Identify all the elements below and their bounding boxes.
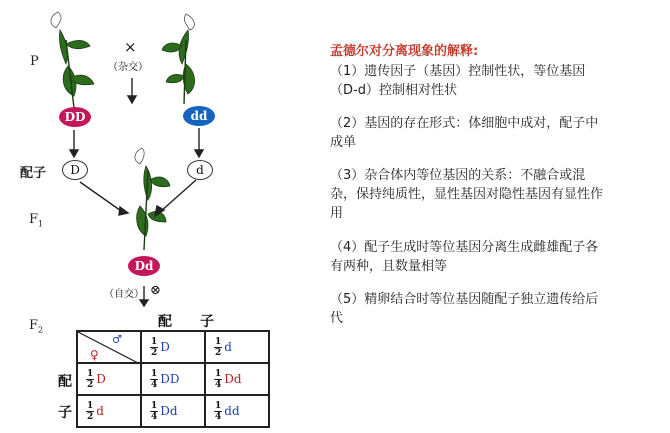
punnett-cell: $\frac{1}{4}$ DD: [141, 363, 205, 395]
punnett-cell: $\frac{1}{4}$ Dd: [141, 395, 205, 427]
punnett-corner: [77, 331, 141, 363]
gamete-recessive: d: [187, 160, 213, 180]
punnett-row-header: $\frac{1}{2}$ d: [77, 395, 141, 427]
explanation-item-4: （4）配子生成时等位基因分离生成雌雄配子各有两种，且数量相等: [330, 240, 599, 274]
punnett-title-right: 子: [200, 314, 214, 330]
punnett-title-left: 配: [158, 314, 172, 330]
punnett-row: [77, 363, 269, 395]
explanation-item-3: （3）杂合体内等位基因的关系：不融合或混杂，保持纯质性，显性基因对隐性基因有显性作用: [330, 168, 604, 221]
cross-label: （杂交）: [108, 62, 148, 73]
gamete-dominant: D: [62, 160, 88, 180]
punnett-cell: $\frac{1}{4}$ Dd: [205, 363, 269, 395]
f1-plant: [135, 148, 170, 250]
punnett-row: [77, 395, 269, 427]
cross-symbol: ×: [124, 38, 137, 56]
punnett-square: [76, 330, 270, 428]
f1-label: $F_1$: [29, 212, 44, 229]
selfing-label: （自交）: [104, 289, 144, 300]
punnett-side-left: 配: [58, 374, 72, 390]
gamete-label: 配子: [20, 166, 47, 181]
parent-genotype-dominant: DD: [59, 107, 91, 127]
punnett-row-header: $\frac{1}{2}$ D: [77, 363, 141, 395]
punnett-col-header: $\frac{1}{2}$ d: [205, 331, 269, 363]
punnett-side-right: 子: [58, 405, 72, 421]
cross-diagram: [0, 0, 330, 320]
explanation-item-2: （2）基因的存在形式：体细胞中成对，配子中成单: [330, 116, 599, 150]
selfing-symbol: ⊗: [150, 283, 161, 298]
punnett-cell: $\frac{1}{4}$ dd: [205, 395, 269, 427]
punnett-header-row: [77, 331, 269, 363]
f2-label: $F_2$: [29, 318, 44, 335]
parent-plant-right: [162, 14, 195, 104]
f1-genotype: Dd: [128, 256, 160, 276]
explanation-heading: 孟德尔对分离现象的解释:: [330, 44, 479, 59]
punnett-col-header: $\frac{1}{2}$ D: [141, 331, 205, 363]
explanation-item-1: （1）遗传因子（基因）控制性状，等位基因（D-d）控制相对性状: [330, 64, 586, 98]
explanation-item-5: （5）精卵结合时等位基因随配子独立遗传给后代: [330, 292, 599, 326]
male-symbol: ♂: [112, 333, 122, 346]
p-label: P: [30, 54, 39, 69]
parent-plant-left: [51, 12, 94, 108]
parent-genotype-recessive: dd: [183, 106, 215, 126]
female-symbol: ♀: [90, 348, 99, 362]
